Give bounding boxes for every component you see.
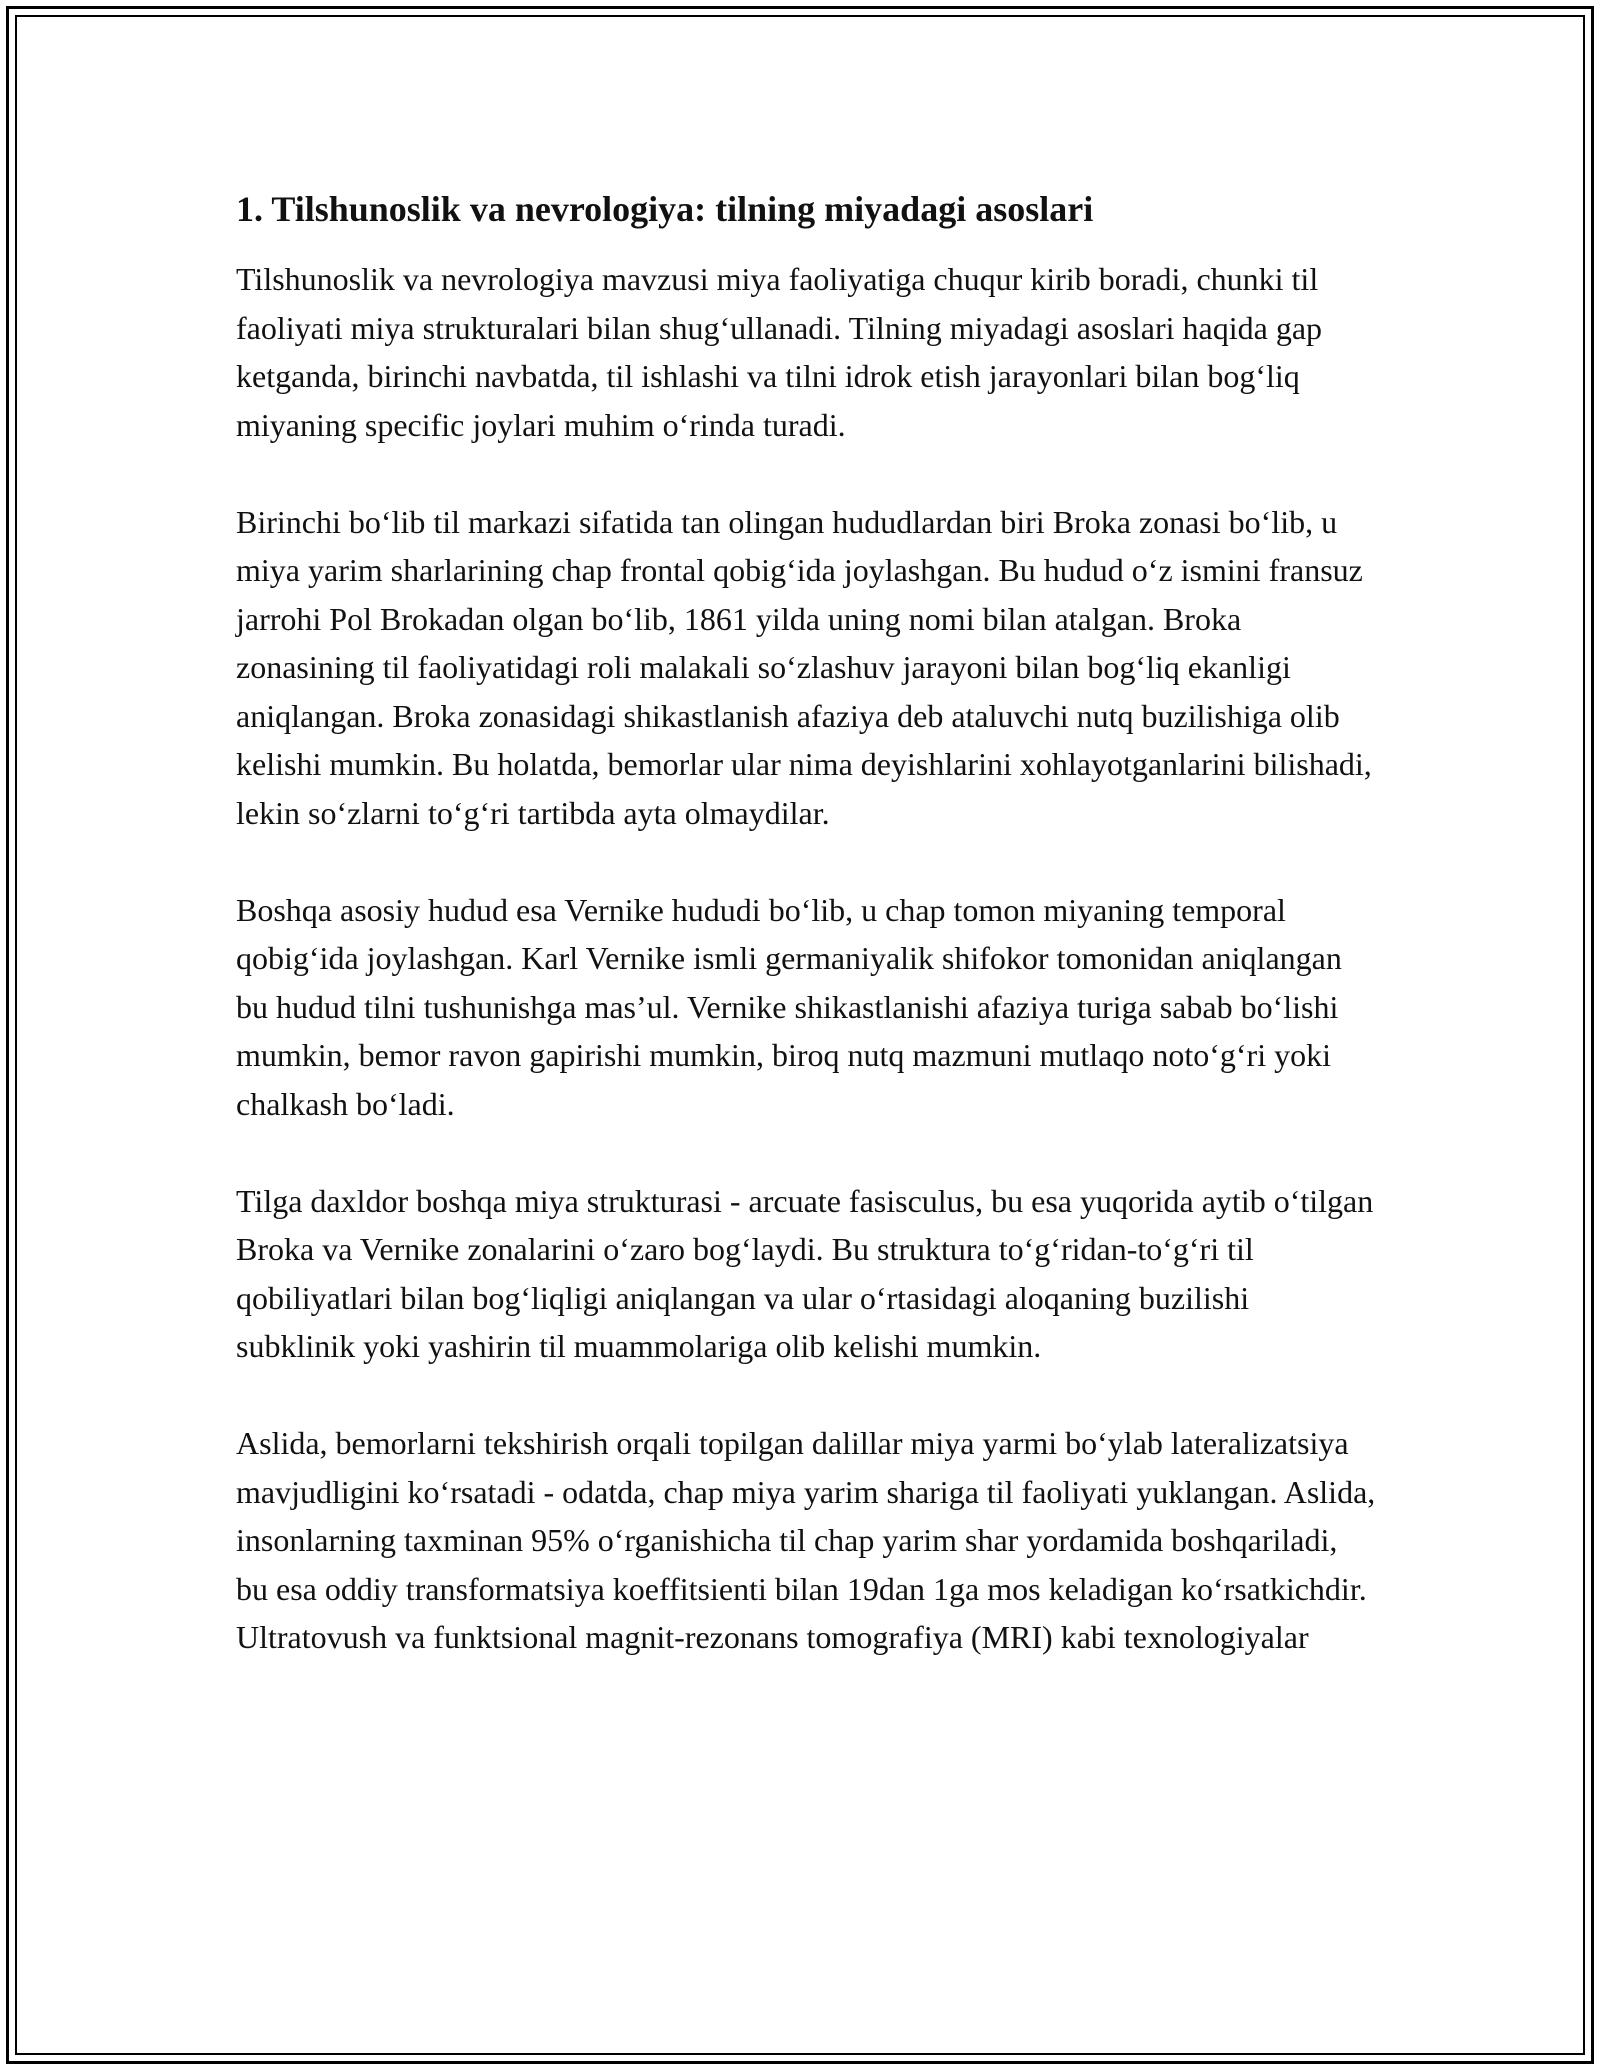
section-title: 1. Tilshunoslik va nevrologiya: tilning miyadagi asoslari: [236, 189, 1094, 229]
paragraph-intro: Tilshunoslik va nevrologiya mavzusi miya faoliyatiga chuqur kirib boradi, chunki til faoliyati miya strukturalari bilan shug‘ullanadi. Tilning miyadagi asoslari haqida gap ketganda, birinchi navbatda, til ishlashi va tilni idrok etish jarayonlari bilan bog‘liq miyaning specific joylari muhim o‘rinda turadi.: [236, 261, 1323, 443]
paragraph-broca: Birinchi bo‘lib til markazi sifatida tan olingan hududlardan biri Broka zonasi bo‘lib, u miya yarim sharlarining chap frontal qobig‘ida joylashgan. Bu hudud o‘z ismini fransuz jarrohi Pol Brokadan olgan bo‘lib, 1861 yilda uning nomi bilan atalgan. Broka zonasining til faoliyatidagi roli malakali so‘zlashuv jarayoni bilan bog‘liq ekanligi aniqlangan. Broka zonasidagi shikastlanish afaziya deb ataluvchi nutq buzilishiga olib kelishi mumkin. Bu holatda, bemorlar ular nima deyishlarini xohlayotganlarini bilishadi, lekin so‘zlarni to‘g‘ri tartibda ayta olmaydilar.: [236, 503, 1372, 831]
paragraph-arcuate-fasciculus: Tilga daxldor boshqa miya strukturasi - arcuate fasisculus, bu esa yuqorida aytib o‘tilgan Broka va Vernike zonalarini o‘zaro bog‘laydi. Bu struktura to‘g‘ridan-to‘g‘ri til qobiliyatlari bilan bog‘liqligi aniqlangan va ular o‘rtasidagi aloqaning buzilishi subklinik yoki yashirin til muammolariga olib kelishi mumkin.: [236, 1182, 1374, 1364]
paragraph-lateralization: Aslida, bemorlarni tekshirish orqali topilgan dalillar miya yarmi bo‘ylab lateralizatsiya mavjudligini ko‘rsatadi - odatda, chap miya yarim shariga til faoliyati yuklangan. Aslida, insonlarning taxminan 95% o‘rganishicha til chap yarim shar yordamida boshqariladi, bu esa oddiy transformatsiya koeffitsienti bilan 19dan 1ga mos keladigan ko‘rsatkichdir. Ultratovush va funktsional magnit-rezonans tomografiya (MRI) kabi texnologiyalar: [236, 1425, 1376, 1655]
paragraph-wernicke: Boshqa asosiy hudud esa Vernike hududi bo‘lib, u chap tomon miyaning temporal qobig‘ida joylashgan. Karl Vernike ismli germaniyalik shifokor tomonidan aniqlangan bu hudud tilni tushunishga mas’ul. Vernike shikastlanishi afaziya turiga sabab bo‘lishi mumkin, bemor ravon gapirishi mumkin, biroq nutq mazmuni mutlaqo noto‘g‘ri yoki chalkash bo‘ladi.: [236, 891, 1342, 1122]
document-body: [236, 185, 1376, 1710]
